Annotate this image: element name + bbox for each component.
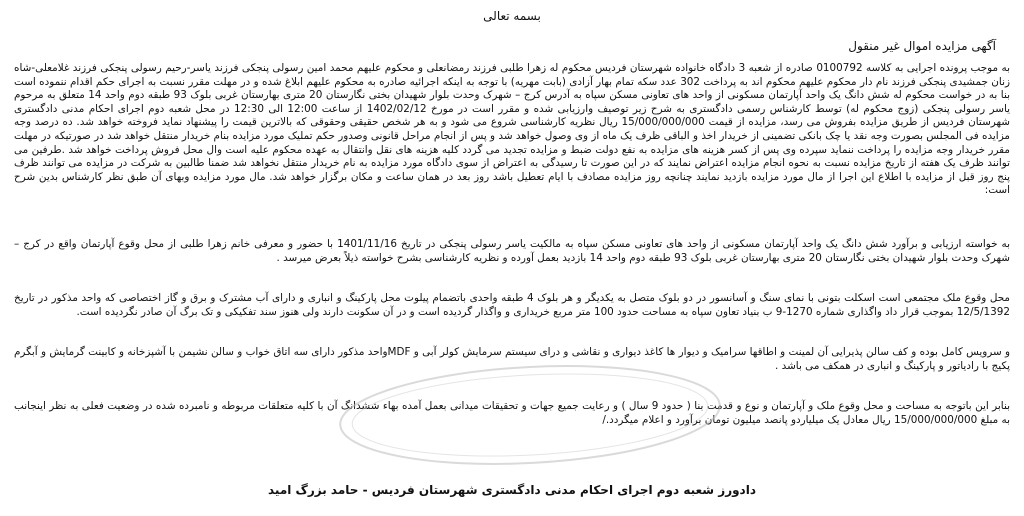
document-heading: آگهی مزایده اموال غیر منقول xyxy=(848,39,996,53)
paragraph-appraisal-request: به خواسته ارزیابی و برآورد شش دانگ یک واحد آپارتمان مسکونی از واحد های تعاونی مسکن سپاه به مالکیت یاسر رسولی پنجکی در تاریخ 1401/11/16 با حضور و معرفی خانم زهرا طلبی از محل وقوع آپارتمان واقع در کرج – شهرک وحدت بلوار شهیدان بختی نگارستان 20 متری بهارستان غربی بلوک 93 طبقه دوم واحد 14 بازدید بعمل آورده و نظریه کارشناسی بشرح خواسته ذیلاً بعرض میرسد . xyxy=(14,238,1010,264)
paragraph-valuation: بنابر این باتوجه به مساحت و محل وقوع ملک و آپارتمان و نوع و قدمت بنا ( حدود 9 سال ) و رعایت جمیع جهات و تحقیقات میدانی بعمل آمده بهاء ششدانگ آن با کلیه متعلقات مربوطه و نامبرده شده در وضعیت فعلی به نظر اینجانب به مبلغ 15/000/000/000 ریال معادل یک میلیاردو پانصد میلیون تومان برآورد و اعلام میگردد./ xyxy=(14,400,1010,426)
paragraph-property-location: محل وقوع ملک مجتمعی است اسکلت بتونی با نمای سنگ و آسانسور در دو بلوک متصل به یکدیگر و هر بلوک 4 طبقه واحدی باتضمام پیلوت محل پارکینگ و انباری و دارای آب مشترک و برق و گاز اختصاصی که واحد مذکور در تاریخ 12/5/1392 بموجب قرار داد واگذاری شماره 1270-9 ب بنیاد تعاون سپاه به مساحت حدود 100 متر مربع خریداری و واگذار گردیده است و در آن سکونت دارند ولی هنوز سند تفکیکی و تک برگ آن صادر نگردیده است. xyxy=(14,292,1010,318)
paragraph-case-details: به موجب پرونده اجرایی به کلاسه 0100792 صادره از شعبه 3 دادگاه خانواده شهرستان فردیس محکوم له زهرا طلبی فرزند رمضانعلی و محکوم علیهم محمد امین رسولی پنجکی فرزند یاسر-رحیم رسولی پنجکی فرزند غلامعلی-شاه زنان جمشیدی پنجکی فرزند نام دار محکوم علیهم محکوم اند به پرداخت 302 عدد سکه تمام بهار آزادی (بابت مهریه) با توجه به اینکه اجرائیه صادره به محکوم علیهم ابلاغ شده و در مهلت مقرر نسبت به اجرای حکم اقدام ننموده است بنا به در خواست محکوم له شش دانگ یک واحد آپارتمان مسکونی از واحد های تعاونی مسکن سپاه به آدرس کرج – شهرک وحدت بلوار شهیدان بختی نگارستان 20 متری بهارستان غربی بلوک 93 طبقه دوم واحد 14 متعلق به مرحوم یاسر رسولی پنجکی (زوج محکوم له) توسط کارشناس رسمی دادگستری به شرح زیر توصیف وارزیابی شده و مقرر است در مورخ 1402/02/12 از ساعت 12:00 الی 12:30 در محل شعبه دوم اجرای احکام مدنی دادگستری شهرستان فردیس از طریق مزایده بفروش می رسد، مزایده از قیمت 15/000/000/000 ریال نظریه کارشناسی شروع می شود و به هر شخص حقیقی وحقوقی که بالاترین قیمت را پیشنهاد نماید فروخته خواهد شد. ده درصد وجه مزایده فی المجلس بصورت وجه نقد یا چک بانکی تضمینی از خریدار اخذ و الباقی ظرف یک ماه از وی وصول خواهد شد و پس از انجام مراحل قانونی وصدور حکم تملیک مورد مزایده بنام خریدار منتقل خواهد شد در صورتیکه در مهلت مقرر خریدار وجه مزایده را پرداخت ننماید سپرده وی پس از کسر هزینه های مزایده به نفع دولت ضبط و مزایده تجدید می گردد کلیه هزینه های نقل وانتقال به عهده محکوم علیه است وال محل فروش پرداخت خواهد شد .طرفین می توانند ظرف یک هفته از تاریخ مزایده نسبت به نحوه انجام مزایده اعتراض نمایند که در این صورت تا رسیدگی به اعتراض از سوی دادگاه مورد مزایده به نام خریدار منتقل نخواهد شد ضمنا طالبین به شرکت در مزایده می توانند ظرف پنج روز قبل از مزایده با اطلاع این اجرا از مال مورد مزایده بازدید نمایند چنانچه روز مزایده مصادف با ایام تعطیل باشد روز بعد در همان ساعت و مکان برگزار خواهد شد. مال مورد مزایده وبهای آن طبق نظر کارشناس بدین شرح است: xyxy=(14,62,1011,197)
document-title: بسمه تعالی xyxy=(483,9,541,23)
paragraph-property-features: و سرویس کامل بوده و کف سالن پذیرایی آن لمینت و اطاقها سرامیک و دیوار ها کاغذ دیواری و نقاشی و درای سیستم سرمایش کولر آبی و MDFواحد مذکور دارای سه اتاق خواب و سالن نشیمن با آشپزخانه و کابینت گرمایش و آبگرم پکیج با رادیاتور و پارکینگ و انباری در همکف می باشد . xyxy=(14,346,1010,372)
signature-line: دادورز شعبه دوم اجرای احکام مدنی دادگستری شهرستان فردیس - حامد بزرگ امید xyxy=(268,483,756,497)
